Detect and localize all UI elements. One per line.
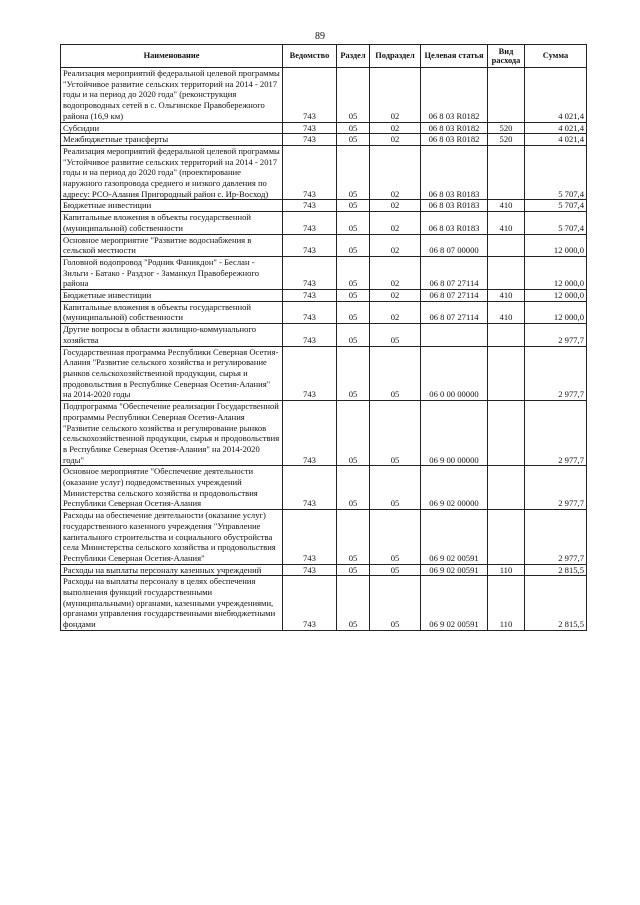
row-tselevaya: 06 8 03 R0182 xyxy=(421,122,488,134)
row-vid: 520 xyxy=(488,122,525,134)
row-podrazdel: 05 xyxy=(370,576,421,631)
row-name: Капитальные вложения в объекты государственной (муниципальной) собственности xyxy=(61,212,283,234)
row-vid xyxy=(488,401,525,466)
row-vid: 410 xyxy=(488,212,525,234)
col-header-podrazdel: Подраздел xyxy=(370,45,421,68)
row-summa: 2 977,7 xyxy=(525,466,587,510)
table-row xyxy=(61,256,587,289)
row-tselevaya: 06 8 03 R0183 xyxy=(421,212,488,234)
table-row xyxy=(61,346,587,401)
row-summa: 4 021,4 xyxy=(525,122,587,134)
row-name: Подпрограмма "Обеспечение реализации Государственной программы Республики Северная Осетия-Алания "Развитие сельского хозяйства и регулирование рынков сельскохозяйственной продукции, сырья и продовольствия в Республике Северная Осетия-Алания" на 2014-2020 годы" xyxy=(61,401,283,466)
row-razdel: 05 xyxy=(337,466,370,510)
row-summa: 12 000,0 xyxy=(525,301,587,323)
row-vedomstvo: 743 xyxy=(283,510,337,565)
row-razdel: 05 xyxy=(337,145,370,200)
table-row xyxy=(61,145,587,200)
table-row xyxy=(61,576,587,631)
row-vedomstvo: 743 xyxy=(283,234,337,256)
row-vid xyxy=(488,234,525,256)
row-vid xyxy=(488,68,525,123)
row-tselevaya: 06 9 02 00591 xyxy=(421,576,488,631)
row-summa: 12 000,0 xyxy=(525,256,587,289)
row-name: Государственная программа Республики Северная Осетия-Алания "Развитие сельского хозяйства и регулирование рынков сельскохозяйственной продукции, сырья и продовольствия в Республике Северная Осетия-Алания" на 2014-2020 годы xyxy=(61,346,283,401)
row-name: Субсидии xyxy=(61,122,283,134)
row-vid: 410 xyxy=(488,301,525,323)
table-row xyxy=(61,401,587,466)
row-summa: 2 977,7 xyxy=(525,324,587,346)
budget-table xyxy=(60,44,587,631)
row-vedomstvo: 743 xyxy=(283,256,337,289)
row-podrazdel: 02 xyxy=(370,234,421,256)
row-summa: 4 021,4 xyxy=(525,68,587,123)
row-name: Основное мероприятие "Развитие водоснабжения в сельской местности xyxy=(61,234,283,256)
row-razdel: 05 xyxy=(337,576,370,631)
row-podrazdel: 02 xyxy=(370,145,421,200)
row-summa: 12 000,0 xyxy=(525,290,587,302)
row-vid xyxy=(488,510,525,565)
row-tselevaya: 06 9 02 00000 xyxy=(421,466,488,510)
row-name: Головной водопровод "Родник Фаникдон" - Беслан - Зильги - Батако - Раздзог - Заманкул Правобережного района xyxy=(61,256,283,289)
col-header-tselevaya: Целевая статья xyxy=(421,45,488,68)
row-name: Бюджетные инвестиции xyxy=(61,290,283,302)
table-row xyxy=(61,324,587,346)
row-name: Бюджетные инвестиции xyxy=(61,200,283,212)
table-row xyxy=(61,290,587,302)
row-summa: 5 707,4 xyxy=(525,212,587,234)
row-razdel: 05 xyxy=(337,200,370,212)
row-name: Реализация мероприятий федеральной целевой программы "Устойчивое развитие сельских территорий на 2014 - 2017 годы и на период до 2020 года" (реконструкция водопроводных сетей в с. Ольгинское Правобережного района (16,9 км) xyxy=(61,68,283,123)
row-razdel: 05 xyxy=(337,346,370,401)
row-podrazdel: 02 xyxy=(370,256,421,289)
row-vedomstvo: 743 xyxy=(283,212,337,234)
row-tselevaya: 06 8 03 R0183 xyxy=(421,200,488,212)
row-podrazdel: 05 xyxy=(370,564,421,576)
row-tselevaya: 06 9 00 00000 xyxy=(421,401,488,466)
col-header-summa: Сумма xyxy=(525,45,587,68)
row-tselevaya: 06 9 02 00591 xyxy=(421,564,488,576)
table-row xyxy=(61,134,587,146)
row-razdel: 05 xyxy=(337,301,370,323)
table-row xyxy=(61,510,587,565)
row-tselevaya: 06 8 07 27114 xyxy=(421,290,488,302)
row-name: Основное мероприятие "Обеспечение деятельности (оказание услуг) подведомственных учреждений Министерства сельского хозяйства и продовольствия Республики Северная Осетия-Алания xyxy=(61,466,283,510)
row-podrazdel: 02 xyxy=(370,68,421,123)
row-podrazdel: 02 xyxy=(370,290,421,302)
row-summa: 12 000,0 xyxy=(525,234,587,256)
row-name: Реализация мероприятий федеральной целевой программы "Устойчивое развитие сельских территорий на 2014 - 2017 годы и на период до 2020 года" (проектирование наружного газопровода среднего и низкого давления по адресу: РСО-Алания Пригородный район с. Ир-Восход) xyxy=(61,145,283,200)
row-vid: 520 xyxy=(488,134,525,146)
row-razdel: 05 xyxy=(337,68,370,123)
row-podrazdel: 02 xyxy=(370,212,421,234)
row-podrazdel: 02 xyxy=(370,134,421,146)
row-vedomstvo: 743 xyxy=(283,145,337,200)
row-vedomstvo: 743 xyxy=(283,324,337,346)
col-header-razdel: Раздел xyxy=(337,45,370,68)
row-vid xyxy=(488,466,525,510)
row-podrazdel: 05 xyxy=(370,466,421,510)
row-razdel: 05 xyxy=(337,401,370,466)
row-vid xyxy=(488,346,525,401)
col-header-vid: Вид расхода xyxy=(488,45,525,68)
row-razdel: 05 xyxy=(337,324,370,346)
table-row xyxy=(61,68,587,123)
row-summa: 4 021,4 xyxy=(525,134,587,146)
row-summa: 2 977,7 xyxy=(525,510,587,565)
row-vedomstvo: 743 xyxy=(283,401,337,466)
table-row xyxy=(61,212,587,234)
row-vedomstvo: 743 xyxy=(283,576,337,631)
row-razdel: 05 xyxy=(337,564,370,576)
row-vedomstvo: 743 xyxy=(283,466,337,510)
row-vid xyxy=(488,256,525,289)
row-tselevaya xyxy=(421,324,488,346)
row-summa: 5 707,4 xyxy=(525,200,587,212)
row-tselevaya: 06 8 07 27114 xyxy=(421,256,488,289)
row-summa: 5 707,4 xyxy=(525,145,587,200)
row-name: Расходы на выплаты персоналу казенных учреждений xyxy=(61,564,283,576)
row-name: Капитальные вложения в объекты государственной (муниципальной) собственности xyxy=(61,301,283,323)
row-podrazdel: 05 xyxy=(370,401,421,466)
col-header-name: Наименование xyxy=(61,45,283,68)
row-tselevaya: 06 8 07 27114 xyxy=(421,301,488,323)
row-summa: 2 977,7 xyxy=(525,346,587,401)
row-vid: 110 xyxy=(488,564,525,576)
row-razdel: 05 xyxy=(337,256,370,289)
row-podrazdel: 02 xyxy=(370,200,421,212)
row-vid: 410 xyxy=(488,200,525,212)
row-razdel: 05 xyxy=(337,122,370,134)
table-row xyxy=(61,200,587,212)
row-vedomstvo: 743 xyxy=(283,122,337,134)
row-vid xyxy=(488,145,525,200)
row-podrazdel: 05 xyxy=(370,346,421,401)
page-number: 89 xyxy=(315,31,325,42)
table-row xyxy=(61,564,587,576)
row-vid xyxy=(488,324,525,346)
row-vid: 410 xyxy=(488,290,525,302)
row-summa: 2 815,5 xyxy=(525,576,587,631)
row-podrazdel: 05 xyxy=(370,324,421,346)
row-tselevaya: 06 8 03 R0182 xyxy=(421,68,488,123)
row-razdel: 05 xyxy=(337,290,370,302)
row-vid: 110 xyxy=(488,576,525,631)
table-row xyxy=(61,466,587,510)
row-name: Расходы на обеспечение деятельности (оказание услуг) государственного казенного учреждения "Управление капитального строительства и социального обустройства села Министерства сельского хозяйства и продовольствия Республики Северная Осетия-Алания" xyxy=(61,510,283,565)
row-tselevaya: 06 8 07 00000 xyxy=(421,234,488,256)
row-summa: 2 977,7 xyxy=(525,401,587,466)
row-razdel: 05 xyxy=(337,234,370,256)
table-row xyxy=(61,301,587,323)
row-razdel: 05 xyxy=(337,510,370,565)
row-podrazdel: 05 xyxy=(370,510,421,565)
row-razdel: 05 xyxy=(337,134,370,146)
row-vedomstvo: 743 xyxy=(283,290,337,302)
row-summa: 2 815,5 xyxy=(525,564,587,576)
row-vedomstvo: 743 xyxy=(283,200,337,212)
row-tselevaya: 06 8 03 R0183 xyxy=(421,145,488,200)
row-name: Другие вопросы в области жилищно-коммунального хозяйства xyxy=(61,324,283,346)
row-vedomstvo: 743 xyxy=(283,564,337,576)
row-razdel: 05 xyxy=(337,212,370,234)
row-podrazdel: 02 xyxy=(370,301,421,323)
table-row xyxy=(61,234,587,256)
col-header-vedomstvo: Ведомство xyxy=(283,45,337,68)
row-vedomstvo: 743 xyxy=(283,134,337,146)
table-row xyxy=(61,122,587,134)
row-podrazdel: 02 xyxy=(370,122,421,134)
table-header-row xyxy=(61,45,587,68)
row-tselevaya: 06 0 00 00000 xyxy=(421,346,488,401)
row-vedomstvo: 743 xyxy=(283,68,337,123)
row-vedomstvo: 743 xyxy=(283,346,337,401)
row-tselevaya: 06 8 03 R0182 xyxy=(421,134,488,146)
row-tselevaya: 06 9 02 00591 xyxy=(421,510,488,565)
row-name: Расходы на выплаты персоналу в целях обеспечения выполнения функций государственными (муниципальными) органами, казенными учреждениями, органами управления государственными внебюджетными фондами xyxy=(61,576,283,631)
row-vedomstvo: 743 xyxy=(283,301,337,323)
row-name: Межбюджетные трансферты xyxy=(61,134,283,146)
